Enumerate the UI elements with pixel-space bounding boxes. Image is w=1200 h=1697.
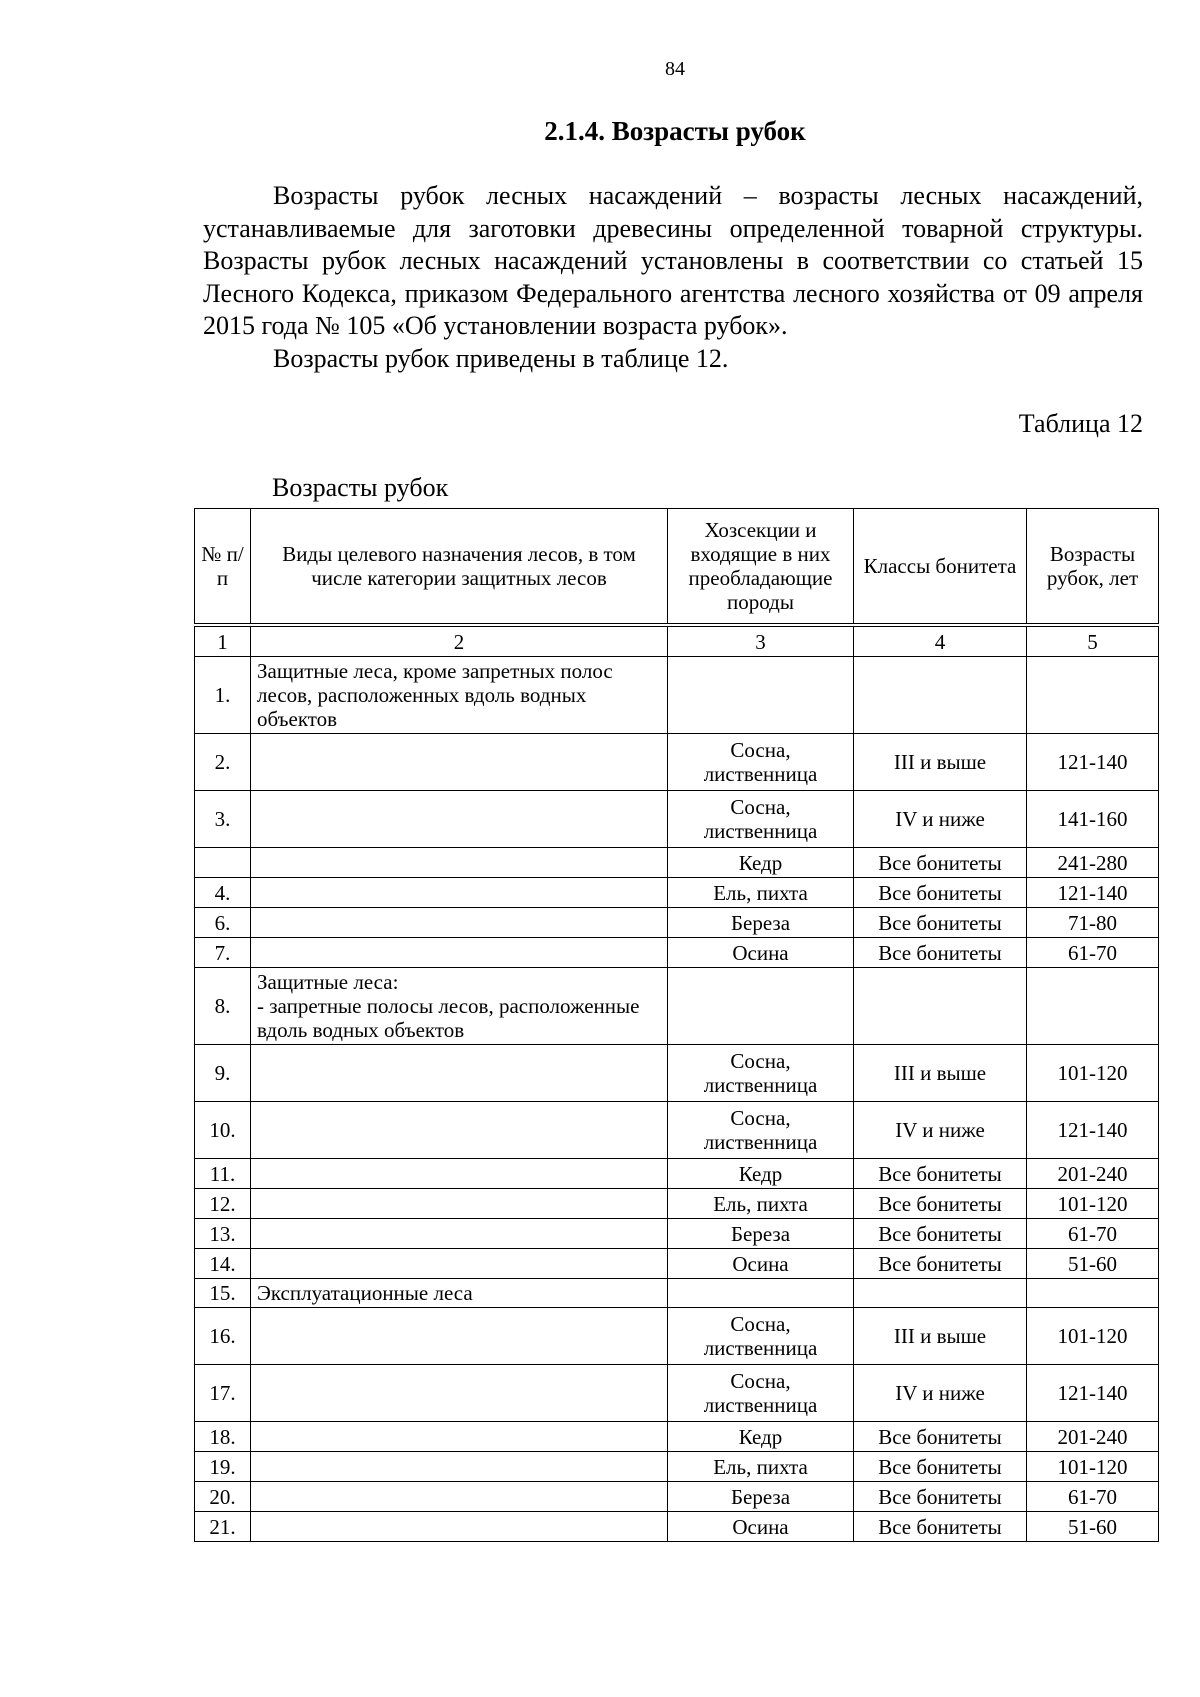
table-label: Таблица 12 [1018,409,1143,438]
site-class-cell: Все бонитеты [854,1189,1027,1219]
row-number: 8. [195,968,251,1045]
forest-category [251,938,668,968]
cutting-age-cell: 101-120 [1027,1452,1159,1482]
table-row [195,1365,1159,1422]
species-cell: Ель, пихта [668,1452,854,1482]
table-row [195,1045,1159,1102]
species-cell: Сосна, лиственница [668,1102,854,1159]
site-class-cell: Все бонитеты [854,1422,1027,1452]
cutting-age-cell: 101-120 [1027,1045,1159,1102]
species-cell: Кедр [668,1422,854,1452]
cutting-age-cell: 141-160 [1027,791,1159,848]
row-number: 9. [195,1045,251,1102]
row-number: 7. [195,938,251,968]
site-class-cell: IV и ниже [854,791,1027,848]
table-row [195,848,1159,878]
cutting-age-cell: 51-60 [1027,1512,1159,1542]
site-class-cell: Все бонитеты [854,1512,1027,1542]
table-row [195,878,1159,908]
row-number [195,848,251,878]
paragraph: Возрасты рубок приведены в таблице 12. [273,343,729,373]
table-row [195,1219,1159,1249]
site-class-cell: III и выше [854,1045,1027,1102]
cutting-age-cell: 201-240 [1027,1159,1159,1189]
cutting-age-cell: 61-70 [1027,938,1159,968]
header-cell: Виды целевого назначения лесов, в том числе категории защитных лесов [251,509,668,626]
table-row [195,1279,1159,1308]
site-class-cell: Все бонитеты [854,908,1027,938]
row-number: 19. [195,1452,251,1482]
forest-category [251,1452,668,1482]
forest-category [251,1422,668,1452]
species-cell: Сосна, лиственница [668,791,854,848]
site-class-cell: Все бонитеты [854,1249,1027,1279]
site-class-cell: IV и ниже [854,1102,1027,1159]
site-class-cell: Все бонитеты [854,1159,1027,1189]
forest-category [251,1249,668,1279]
cutting-age-cell: 71-80 [1027,908,1159,938]
forest-category [251,1482,668,1512]
row-number: 14. [195,1249,251,1279]
page-number: 84 [665,58,685,80]
forest-category [251,791,668,848]
table-row [195,1159,1159,1189]
forest-category [251,1189,668,1219]
row-number: 11. [195,1159,251,1189]
species-cell [668,1279,854,1308]
cutting-age-cell: 61-70 [1027,1482,1159,1512]
site-class-cell: Все бонитеты [854,1219,1027,1249]
forest-category: Защитные леса, кроме запретных полос лесов, расположенных вдоль водных объектов [251,657,668,734]
header-cell: Хозсекции и входящие в них преобладающие породы [668,509,854,626]
forest-category [251,1365,668,1422]
row-number: 18. [195,1422,251,1452]
cutting-age-cell: 101-120 [1027,1308,1159,1365]
site-class-cell [854,657,1027,734]
species-cell: Осина [668,938,854,968]
row-number: 1. [195,657,251,734]
forest-category [251,908,668,938]
site-class-cell: III и выше [854,1308,1027,1365]
table-row [195,1482,1159,1512]
forest-category [251,1308,668,1365]
row-number: 20. [195,1482,251,1512]
species-cell [668,968,854,1045]
site-class-cell: Все бонитеты [854,1482,1027,1512]
row-number: 12. [195,1189,251,1219]
species-cell [668,657,854,734]
column-number: 3 [668,625,854,657]
cutting-age-cell: 241-280 [1027,848,1159,878]
row-number: 17. [195,1365,251,1422]
cutting-age-cell: 121-140 [1027,734,1159,791]
species-cell: Береза [668,908,854,938]
row-number: 6. [195,908,251,938]
row-number: 3. [195,791,251,848]
species-cell: Сосна, лиственница [668,734,854,791]
species-cell: Сосна, лиственница [668,1308,854,1365]
cutting-age-table [194,508,1159,1542]
forest-category [251,848,668,878]
forest-category [251,734,668,791]
forest-category [251,1159,668,1189]
site-class-cell: IV и ниже [854,1365,1027,1422]
row-number: 4. [195,878,251,908]
header-cell: Возрасты рубок, лет [1027,509,1159,626]
site-class-cell [854,968,1027,1045]
forest-category [251,1045,668,1102]
table-row [195,1308,1159,1365]
forest-category [251,1512,668,1542]
table-row [195,1249,1159,1279]
forest-category [251,1219,668,1249]
cutting-age-cell: 101-120 [1027,1189,1159,1219]
species-cell: Береза [668,1219,854,1249]
species-cell: Осина [668,1249,854,1279]
section-title: 2.1.4. Возрасты рубок [544,116,806,146]
site-class-cell [854,1279,1027,1308]
table-row [195,734,1159,791]
species-cell: Сосна, лиственница [668,1045,854,1102]
species-cell: Кедр [668,848,854,878]
table-header-row [195,509,1159,626]
site-class-cell: III и выше [854,734,1027,791]
forest-category: Эксплуатационные леса [251,1279,668,1308]
cutting-age-cell [1027,657,1159,734]
cutting-age-cell [1027,968,1159,1045]
cutting-age-cell: 121-140 [1027,878,1159,908]
species-cell: Береза [668,1482,854,1512]
cutting-age-cell: 201-240 [1027,1422,1159,1452]
table-row [195,1512,1159,1542]
column-number: 1 [195,625,251,657]
species-cell: Сосна, лиственница [668,1365,854,1422]
site-class-cell: Все бонитеты [854,848,1027,878]
table-row [195,791,1159,848]
table-row [195,1189,1159,1219]
site-class-cell: Все бонитеты [854,878,1027,908]
species-cell: Ель, пихта [668,1189,854,1219]
body-text [203,180,1143,375]
row-number: 13. [195,1219,251,1249]
cutting-age-cell: 121-140 [1027,1102,1159,1159]
row-number: 15. [195,1279,251,1308]
table-row [195,1452,1159,1482]
row-number: 16. [195,1308,251,1365]
table-row [195,968,1159,1045]
table-caption: Возрасты рубок [272,473,449,502]
species-cell: Осина [668,1512,854,1542]
row-number: 2. [195,734,251,791]
site-class-cell: Все бонитеты [854,938,1027,968]
site-class-cell: Все бонитеты [854,1452,1027,1482]
column-number: 4 [854,625,1027,657]
table-row [195,1102,1159,1159]
paragraph: Возрасты рубок лесных насаждений – возрасты лесных насаждений, устанавливаемые для заготовки древесины определенной товарной структуры. Возрасты рубок лесных насаждений установлены в соответствии со статьей 15 Лесного Кодекса, приказом Федерального агентства лесного хозяйства от 09 апреля 2015 года № 105 «Об установлении возраста рубок». [203,181,1143,340]
cutting-age-cell: 51-60 [1027,1249,1159,1279]
table-row [195,1422,1159,1452]
table-row [195,938,1159,968]
cutting-age-cell [1027,1279,1159,1308]
forest-category: Защитные леса: - запретные полосы лесов, расположенные вдоль водных объектов [251,968,668,1045]
column-number: 5 [1027,625,1159,657]
species-cell: Кедр [668,1159,854,1189]
column-number-row [195,625,1159,657]
cutting-age-cell: 61-70 [1027,1219,1159,1249]
column-number: 2 [251,625,668,657]
row-number: 21. [195,1512,251,1542]
forest-category [251,878,668,908]
table-row [195,908,1159,938]
row-number: 10. [195,1102,251,1159]
header-cell: Классы бонитета [854,509,1027,626]
forest-category [251,1102,668,1159]
species-cell: Ель, пихта [668,878,854,908]
table-row [195,657,1159,734]
header-cell: № п/п [195,509,251,626]
cutting-age-cell: 121-140 [1027,1365,1159,1422]
